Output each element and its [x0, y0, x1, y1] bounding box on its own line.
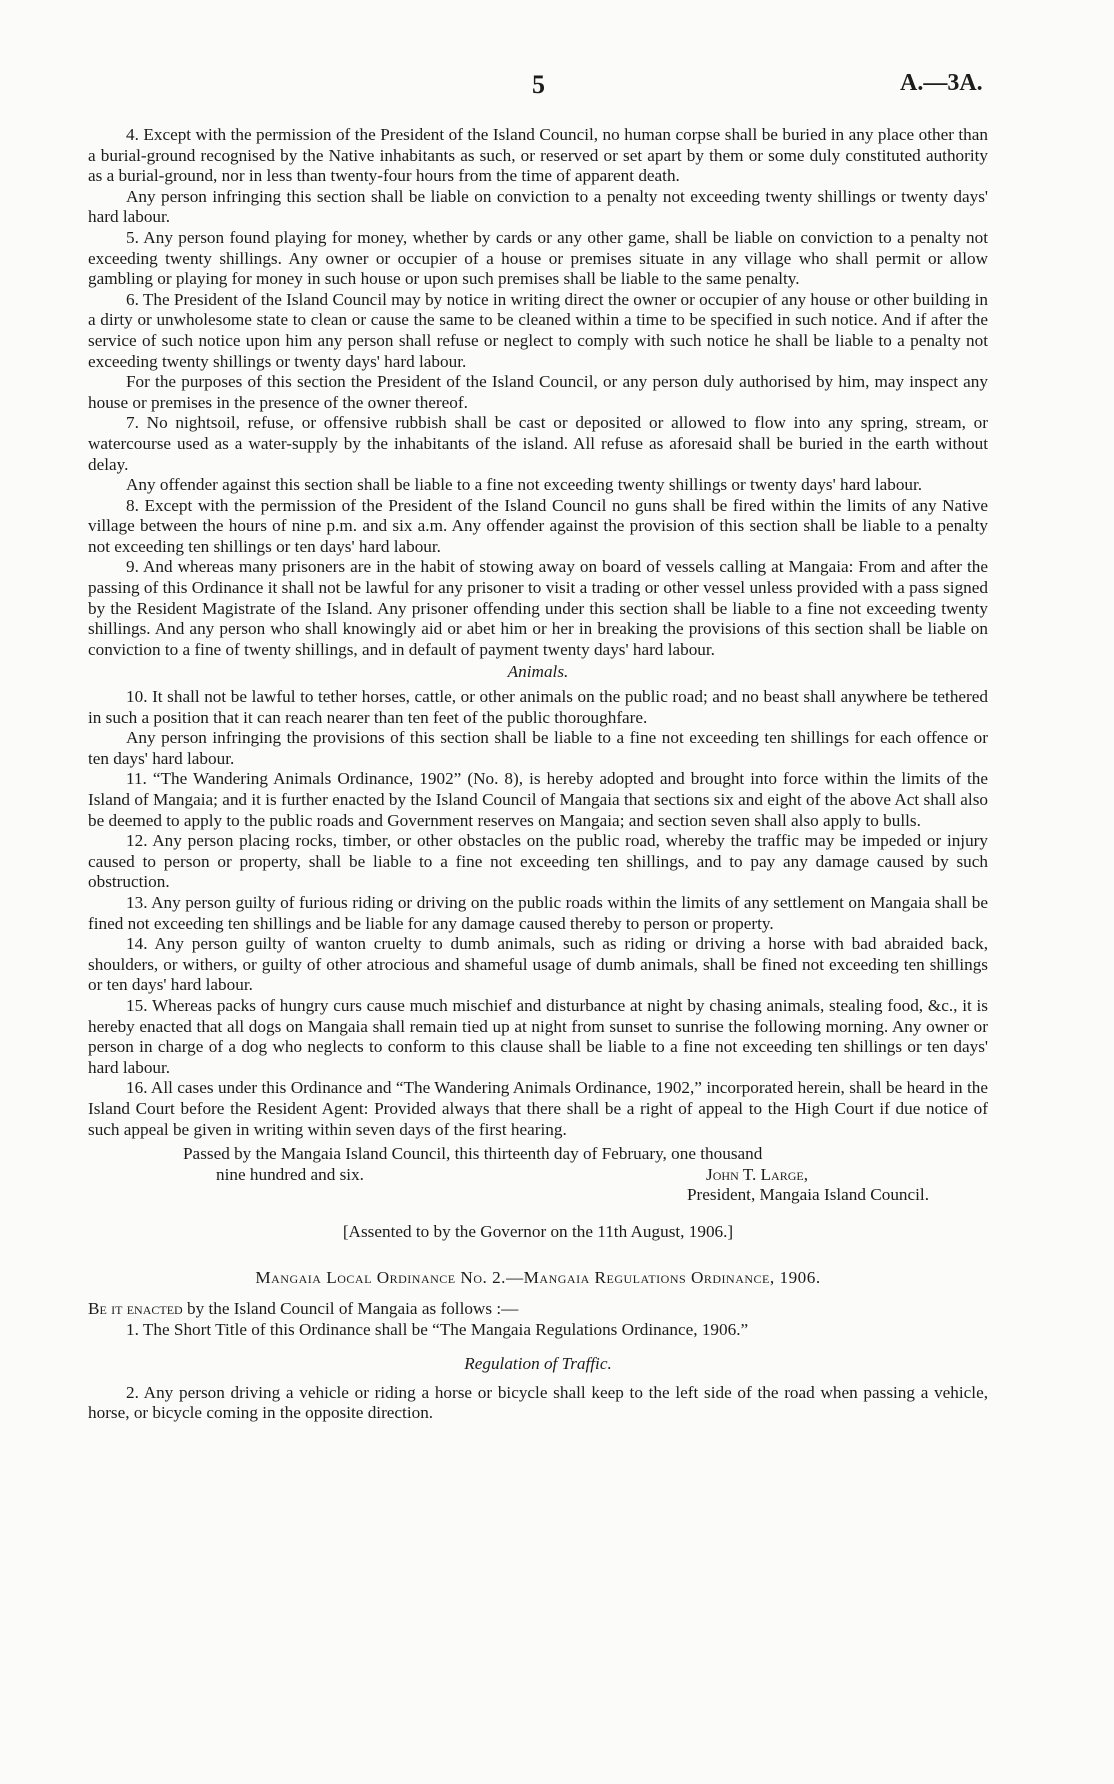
animals-heading: Animals.: [507, 662, 569, 682]
paragraph-section-11: 11. “The Wandering Animals Ordinance, 1902” (No. 8), is hereby adopted and brought into force within the limits of the Island of Mangaia; and it is further enacted by the Island Council of Mangaia that sections six and eight of the above Act shall also be deemed to apply to the public roads and Government reserves on Mangaia; and section seven shall also apply to bulls.: [88, 769, 988, 830]
signature-block: [88, 1185, 988, 1206]
paragraph-section-9: 9. And whereas many prisoners are in the habit of stowing away on board of vessels calling at Mangaia: From and after the passing of this Ordinance it shall not be lawful for any prisoner to visit a trading or other vessel unless provided with a pass signed by the Resident Magistrate of the Island. Any prisoner offending under this section shall be liable to a fine not exceeding twenty shillings. And any person who shall knowingly aid or abet him or her in breaking the provisions of this section shall be liable on conviction to a fine of twenty shillings, and in default of payment twenty days' hard labour.: [88, 557, 988, 659]
enacting-clause: [88, 1299, 988, 1320]
assent-note: [Assented to by the Governor on the 11th August, 1906.]: [342, 1221, 734, 1241]
paragraph-section-1-short-title: 1. The Short Title of this Ordinance shall be “The Mangaia Regulations Ordinance, 1906.”: [126, 1319, 749, 1339]
document-reference: A.—3A.: [900, 70, 983, 96]
paragraph-section-2-traffic: 2. Any person driving a vehicle or riding a horse or bicycle shall keep to the left side of the road when passing a vehicle, horse, or bicycle coming in the opposite direction.: [88, 1382, 988, 1423]
ordinance-title: Mangaia Local Ordinance No. 2.—Mangaia Regulations Ordinance, 1906.: [255, 1268, 821, 1288]
passed-statement: [183, 1144, 988, 1165]
page-number: 5: [532, 70, 545, 99]
paragraph-section-10-penalty: Any person infringing the provisions of this section shall be liable to a fine not exceeding ten shillings for each offence or ten days' hard labour.: [88, 728, 988, 768]
paragraph-section-16: 16. All cases under this Ordinance and “The Wandering Animals Ordinance, 1902,” incorporated herein, shall be heard in the Island Court before the Resident Agent: Provided always that there shall be a right of appeal to the High Court if due notice of such appeal be given in writing within seven days of the first hearing.: [88, 1078, 988, 1139]
paragraph-section-14: 14. Any person guilty of wanton cruelty to dumb animals, such as riding or driving a horse with bad abraided back, shoulders, or withers, or guilty of other atrocious and shameful usage of dumb animals, shall be fined not exceeding ten shillings or ten days' hard labour.: [88, 934, 988, 995]
enacting-rest: by the Island Council of Mangaia as follows :—: [182, 1299, 519, 1319]
passed-signature-row: [88, 1165, 988, 1186]
paragraph-section-15: 15. Whereas packs of hungry curs cause much mischief and disturbance at night by chasing animals, stealing food, &c., it is hereby enacted that all dogs on Mangaia shall remain tied up at night from sunset to sunrise the following morning. Any owner or person in charge of a dog who neglects to conform to this clause shall be liable to a fine not exceeding ten shillings or ten days' hard labour.: [88, 995, 988, 1077]
page-header: [0, 70, 1114, 100]
paragraph-section-4: 4. Except with the permission of the President of the Island Council, no human corpse shall be buried in any place other than a burial-ground recognised by the Native inhabitants as such, or reserved or set apart by them or some duly constituted authority as a burial-ground, nor in less than twenty-four hours from the time of apparent death.: [88, 125, 988, 186]
paragraph-section-7-penalty: Any offender against this section shall be liable to a fine not exceeding twenty shillings or twenty days' hard labour.: [126, 475, 923, 495]
document-body: [88, 125, 988, 1424]
paragraph-section-13: 13. Any person guilty of furious riding or driving on the public roads within the limits of any settlement on Mangaia shall be fined not exceeding ten shillings and be liable for any damage caused thereby to person or property.: [88, 892, 988, 933]
paragraph-section-8: 8. Except with the permission of the President of the Island Council no guns shall be fired within the limits of any Native village between the hours of nine p.m. and six a.m. Any offender against the provision of this section shall be liable to a penalty not exceeding ten shillings or ten days' hard labour.: [88, 495, 988, 556]
enacting-lead: Be it enacted: [88, 1299, 183, 1319]
paragraph-section-10: 10. It shall not be lawful to tether horses, cattle, or other animals on the public road; and no beast shall anywhere be tethered in such a position that it can reach nearer than ten feet of the public thoroughfare.: [88, 687, 988, 727]
paragraph-section-7: 7. No nightsoil, refuse, or offensive rubbish shall be cast or deposited or allowed to flow into any spring, stream, or watercourse used as a water-supply by the inhabitants of the island. All refuse as aforesaid shall be buried in the earth without delay.: [88, 413, 988, 474]
paragraph-section-12: 12. Any person placing rocks, timber, or other obstacles on the public road, whereby the traffic may be impeded or injury caused to person or property, shall be liable to a fine not exceeding ten shillings, and to pay any damage caused by such obstruction.: [88, 831, 988, 892]
paragraph-section-6-inspection: For the purposes of this section the President of the Island Council, or any person duly authorised by him, may inspect any house or premises in the presence of the owner thereof.: [88, 372, 988, 412]
traffic-heading: Regulation of Traffic.: [464, 1354, 612, 1374]
paragraph-section-4-penalty: Any person infringing this section shall be liable on conviction to a penalty not exceeding twenty shillings or twenty days' hard labour.: [88, 186, 988, 227]
passed-line-1: Passed by the Mangaia Island Council, this thirteenth day of February, one thousand: [183, 1144, 763, 1164]
paragraph-section-6: 6. The President of the Island Council may by notice in writing direct the owner or occupier of any house or other building in a dirty or unwholesome state to clean or cause the same to be cleaned within a time to be specified in such notice. And if after the service of such notice upon him any person shall refuse or neglect to comply with such notice he shall be liable to a penalty not exceeding twenty shillings or twenty days' hard labour.: [88, 289, 988, 371]
passed-line-2: nine hundred and six.: [216, 1164, 364, 1184]
paragraph-section-5: 5. Any person found playing for money, whether by cards or any other game, shall be liable on conviction to a penalty not exceeding twenty shillings. Any owner or occupier of a house or premises situate in any village who shall permit or allow gambling or playing for money in such house or upon such premises shall be liable to the same penalty.: [88, 227, 988, 289]
signatory-name: John T. Large,: [706, 1164, 808, 1184]
signatory-title: President, Mangaia Island Council.: [686, 1185, 929, 1205]
